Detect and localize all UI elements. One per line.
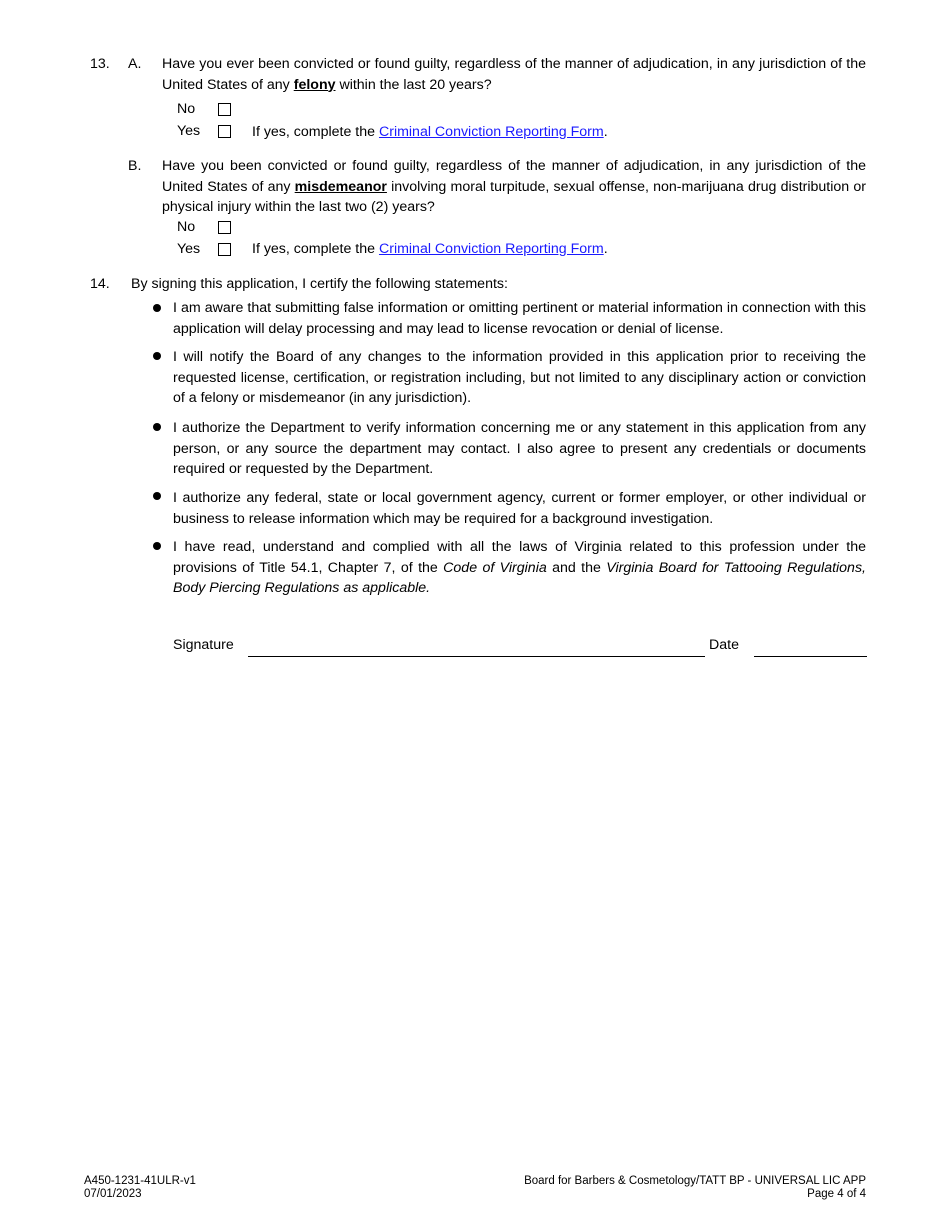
question-13b-letter: B. [128,158,142,174]
q13a-note-suffix: . [603,124,608,140]
misdemeanor-emphasis: misdemeanor [294,178,387,195]
certification-statement-3: I authorize the Department to verify information concerning me or any statement in this application from any person, or any source the department may contact. I also agree to present any credentials or documents required or requested by the Department. [173,420,866,477]
question-13a-text-start: Have you ever been convicted or found guilty, regardless of the manner of adjudication, in any jurisdiction of the United States of any [162,56,866,93]
q13a-yes-label: Yes [177,123,201,139]
felony-emphasis: felony [293,76,336,93]
q13a-no-checkbox[interactable] [218,103,231,116]
regulations-title: Virginia Board for Tattooing Regulations, Body Piercing Regulations as applicable. [173,559,866,596]
bullet-icon [153,492,161,500]
footer-page-number: Page 4 of 4 [807,1188,866,1200]
question-13a-text-end: within the last 20 years? [335,76,492,93]
code-of-virginia-title: Code of Virginia [443,559,547,576]
certification-statement-4: I authorize any federal, state or local government agency, current or former employer, or other individual or business to release information which may be required for a background investigation. [173,490,866,527]
q13b-yes-label: Yes [177,241,201,257]
q13a-yes-checkbox[interactable] [218,125,231,138]
certification-statement-5 [173,537,866,599]
criminal-conviction-form-link[interactable]: Criminal Conviction Reporting Form [378,241,604,257]
q13b-no-label: No [177,219,196,235]
q13a-note-prefix: If yes, complete the [252,124,379,140]
bullet-icon [153,542,161,550]
footer-form-id: A450-1231-41ULR-v1 [84,1175,196,1187]
bullet-icon [153,304,161,312]
question-13-number: 13. [90,56,110,72]
q13b-note-suffix: . [603,241,608,257]
q13a-no-label: No [177,101,196,117]
question-13a-letter: A. [128,56,142,72]
footer-board: Board for Barbers & Cosmetology/TATT BP - UNIVERSAL LIC APP [524,1175,866,1187]
date-label: Date [709,637,739,653]
q13b-no-checkbox[interactable] [218,221,231,234]
criminal-conviction-form-link[interactable]: Criminal Conviction Reporting Form [378,124,604,140]
question-14-intro: By signing this application, I certify the following statements: [131,276,508,292]
question-13b-text [162,156,866,218]
date-line[interactable] [754,656,867,657]
q13b-yes-checkbox[interactable] [218,243,231,256]
footer-form-date: 07/01/2023 [84,1188,142,1200]
question-13b-text-start: Have you been convicted or found guilty, regardless of the manner of adjudication, in any jurisdiction of the United States of any [162,158,866,195]
bullet-icon [153,423,161,431]
signature-label: Signature [173,637,234,653]
q13b-note-prefix: If yes, complete the [252,241,379,257]
question-14-number: 14. [90,276,110,292]
question-13a-text [162,54,866,95]
statement-5-text-1: I have read, understand and complied with all the laws of Virginia related to this profession under the provisions of Title 54.1, Chapter 7, of the [173,539,866,576]
q13a-note [252,122,608,143]
certification-statement-2: I will notify the Board of any changes to the information provided in this application prior to receiving the requested license, certification, or registration including, but not limited to any disciplinary action or conviction of a felony or misdemeanor (in any jurisdiction). [173,349,866,406]
q13b-note [252,239,608,260]
bullet-icon [153,352,161,360]
certification-statement-1: I am aware that submitting false information or omitting pertinent or material information in connection with this application will delay processing and may lead to license revocation or denial of license. [173,300,866,337]
question-13b-text-end: involving moral turpitude, sexual offense, non-marijuana drug distribution or physical injury within the last two (2) years? [162,178,866,215]
signature-line[interactable] [248,656,705,657]
statement-5-text-2: and the [546,559,607,576]
